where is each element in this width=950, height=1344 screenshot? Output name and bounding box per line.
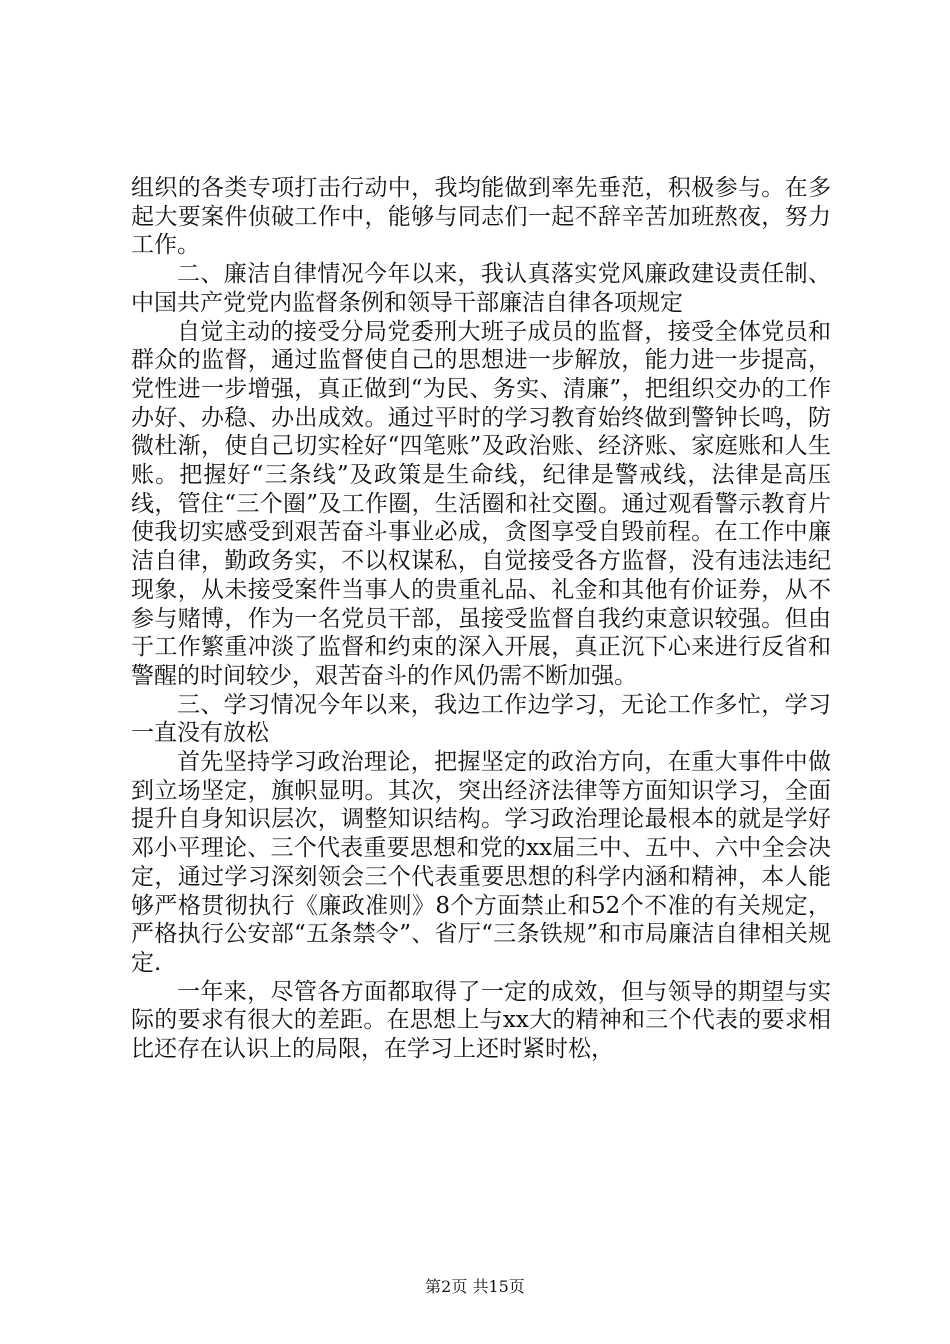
paragraph-2: 二、廉洁自律情况今年以来，我认真落实党风廉政建设责任制、中国共产党党内监督条例和领导干部廉洁自律各项规定 bbox=[131, 261, 831, 316]
page-footer: 第2页 共15页 bbox=[425, 1277, 525, 1296]
paragraph-6: 一年来，尽管各方面都取得了一定的成效，但与领导的期望与实际的要求有很大的差距。在思想上与xx大的精神和三个代表的要求相比还存在认识上的局限，在学习上还时紧时松， bbox=[131, 978, 831, 1063]
paragraph-3: 自觉主动的接受分局党委刑大班子成员的监督，接受全体党员和群众的监督，通过监督使自己的思想进一步解放，能力进一步提高，党性进一步增强，真正做到“为民、务实、清廉”，把组织交办的工作办好、办稳、办出成效。通过平时的学习教育始终做到警钟长鸣，防微杜渐，使自己切实栓好“四笔账”及政治账、经济账、家庭账和人生账。把握好“三条线”及政策是生命线，纪律是警戒线，法律是高压线，管住“三个圈”及工作圈，生活圈和社交圈。通过观看警示教育片使我切实感受到艰苦奋斗事业必成，贪图享受自毁前程。在工作中廉洁自律，勤政务实，不以权谋私，自觉接受各方监督，没有违法违纪现象，从未接受案件当事人的贵重礼品、礼金和其他有价证券，从不参与赌博，作为一名党员干部，虽接受监督自我约束意识较强。但由于工作繁重冲淡了监督和约束的深入开展，真正沉下心来进行反省和警醒的时间较少，艰苦奋斗的作风仍需不断加强。 bbox=[131, 318, 831, 689]
document-body bbox=[131, 174, 831, 1064]
paragraph-5: 首先坚持学习政治理论，把握坚定的政治方向，在重大事件中做到立场坚定，旗帜显明。其次，突出经济法律等方面知识学习，全面提升自身知识层次，调整知识结构。学习政治理论最根本的就是学好邓小平理论、三个代表重要思想和党的xx届三中、五中、六中全会决定，通过学习深刻领会三个代表重要思想的科学内涵和精神，本人能够严格贯彻执行《廉政准则》8个方面禁止和52个不准的有关规定，严格执行公安部“五条禁令”、省厅“三条铁规”和市局廉洁自律相关规定. bbox=[131, 749, 831, 976]
paragraph-4: 三、学习情况今年以来，我边工作边学习，无论工作多忙，学习一直没有放松 bbox=[131, 691, 831, 747]
paragraph-1: 组织的各类专项打击行动中，我均能做到率先垂范，积极参与。在多起大要案件侦破工作中，能够与同志们一起不辞辛苦加班熬夜，努力工作。 bbox=[131, 175, 831, 259]
